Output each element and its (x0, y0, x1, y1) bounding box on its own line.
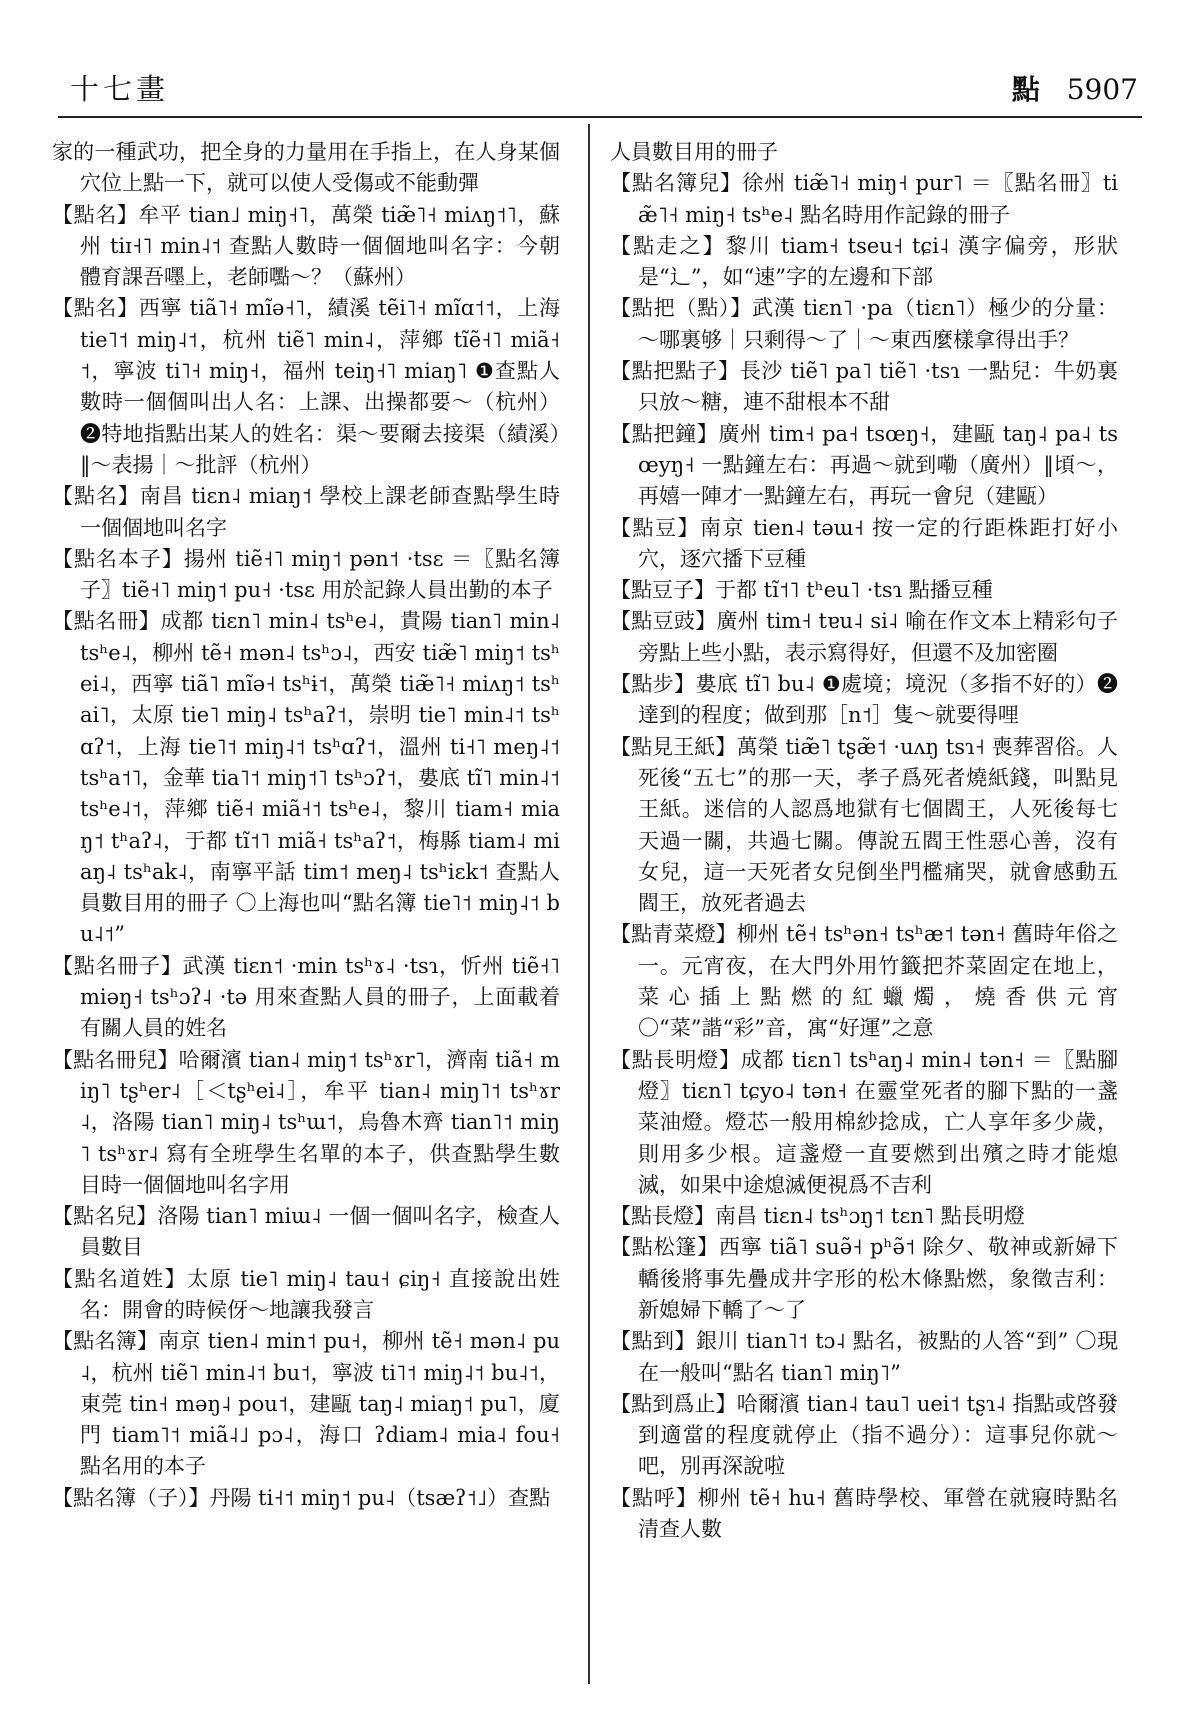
dictionary-entry: 人員數目用的冊子 (610, 140, 778, 164)
dictionary-entry: 【點名道姓】太原 tie˥ miŋ˨ tau˧ ɕiŋ˧ 直接說出姓名：開會的時候伢～地讓我發言 (52, 1266, 560, 1322)
dictionary-entry: 【點步】婁底 tĩ˥ bu˨ ❶處境；境況（多指不好的）❷達到的程度；做到那［n˦］隻～就要得哩 (610, 672, 1118, 728)
dictionary-entry: 【點名】西寧 tiã˥˧ mĩə˧˥，績溪 tẽi˥˧ mĩɑ˦˦，上海 tie˥˦ miŋ˨˦，杭州 tiẽ˥ min˨，萍鄉 tĩẽ˧˥ miã˧˦，寧波 ti˥˧ miŋ˧，福州 teiŋ˧˥ miaŋ˥ ❶查點人數時一個個叫出人名：上課、出操都要～（杭州）❷特地指點出某人的姓名：渠～要爾去接渠（績溪）‖～表揚｜～批評（杭州） (52, 296, 560, 477)
dictionary-entry: 【點青菜燈】柳州 tẽ˧ tsʰən˧ tsʰæ˦ tən˧ 舊時年俗之一。元宵夜，在大門外用竹籤把芥菜固定在地上，菜心插上點燃的紅蠟燭，燒香供元宵 〇“菜”諧“彩”音，寓“好運”之意 (610, 922, 1118, 1041)
dictionary-entry: 家的一種武功，把全身的力量用在手指上，在人身某個穴位上點一下，就可以使人受傷或不能動彈 (52, 140, 560, 196)
dictionary-entry: 【點豆子】于都 tĩ˦˥ tʰeu˥ ·tsɿ 點播豆種 (610, 578, 993, 603)
dictionary-entry: 【點松篷】西寧 tiã˥ suə̃˧ pʰə̃˦ 除夕、敬神或新婦下轎後將事先疊成井字形的松木條點燃，象徵吉利：新媳婦下轎了～了 (610, 1235, 1118, 1322)
dictionary-entry: 【點長燈】南昌 tiɛn˨ tsʰɔŋ˦ tɛn˥ 點長明燈 (610, 1204, 1025, 1229)
page-headword-and-number (1012, 68, 1138, 108)
dictionary-entry: 【點名簿】南京 tien˨ min˦ pu˧，柳州 tẽ˧ mən˨ pu˨，杭州 tiẽ˥ min˨˦ bu˦，寧波 ti˥˦ miŋ˨˦ bu˨˦，東莞 tin˧ məŋ˨ pou˦，建甌 taŋ˨ miaŋ˦ pu˥，廈門 tiam˥˦ miã˨˩ pɔ˨，海口 ʔdiam˨ mia˨ fou˧ 點名用的本子 (52, 1329, 560, 1479)
page-number: 5907 (1066, 73, 1138, 106)
dictionary-entry: 【點走之】黎川 tiam˧ tseu˧ tɕi˨ 漢字偏旁，形狀是“辶”，如“速”字的左邊和下部 (610, 233, 1118, 290)
dictionary-entry: 【點名】牟平 tian˩ miŋ˧˥，萬榮 tiæ̃˥˧ miʌŋ˦˥，蘇州 tiɪ˧˥ min˨˦ 查點人數時一個個地叫名字：今朝體育課吾嚜上，老師嚸～？（蘇州） (52, 202, 560, 290)
dictionary-entry: 【點把點子】長沙 tiẽ˥ pa˥ tiẽ˥ ·tsɿ 一點兒：牛奶裏只放～糖，連不甜根本不甜 (610, 359, 1118, 415)
dictionary-entry: 【點豆】南京 tien˨ təɯ˧ 按一定的行距株距打好小穴，逐穴播下豆種 (610, 515, 1118, 571)
dictionary-entry: 【點名簿（子）】丹陽 ti˧˦ miŋ˦ pu˨（tsæʔ˦˩）查點 (52, 1485, 551, 1510)
dictionary-entry: 【點見王紙】萬榮 tiæ̃˥ tʂæ̃˦ ·uʌŋ tsɿ˧ 喪葬習俗。人死後“五七”的那一天，孝子爲死者燒紙錢，叫點見王紙。迷信的人認爲地獄有七個閻王，人死後每七天過一關，共過七關。傳說五閻王性惡心善，沒有女兒，這一天死者女兒倒坐門檻痛哭，就會感動五閻王，放死者過去 (610, 734, 1118, 916)
dictionary-entry: 【點名冊兒】哈爾濱 tian˨ miŋ˦ tsʰɤr˥，濟南 tiã˧ miŋ˥ tʂʰer˨［＜tʂʰei˨］，牟平 tian˨ miŋ˥˦ tsʰɤr˨，洛陽 tian˥ miŋ˨ tsʰɯ˦，烏魯木齊 tian˥˦ miŋ˥ tsʰɤr˨ 寫有全班學生名單的本子，供查點學生數目時一個個地叫名字用 (52, 1047, 560, 1197)
dictionary-entry: 【點到爲止】哈爾濱 tian˨ tau˥ uei˦ tʂɿ˨ 指點或啓發到適當的程度就停止（指不過分）：這事兒你就～吧，別再深說啦 (610, 1391, 1118, 1479)
dictionary-entry: 【點名簿兒】徐州 tiæ̃˥˧ miŋ˧ pur˥ ＝〖點名冊〗tiæ̃˥˧ miŋ˧ tsʰe˨ 點名時用作記錄的冊子 (610, 171, 1118, 227)
dictionary-entry: 【點長明燈】成都 tiɛn˥ tsʰaŋ˨ min˨ tən˧ ＝〖點腳燈〗tiɛn˥ tɕyo˨ tən˧ 在靈堂死者的腳下點的一盞菜油燈。燈芯一般用棉紗捻成，亡人享年多少歲，則用多少根。這盞燈一直要燃到出殯之時才能熄滅，如果中途熄滅便視爲不吉利 (610, 1047, 1118, 1197)
dictionary-entry: 【點呼】柳州 tẽ˧ hu˧ 舊時學校、軍營在就寢時點名清查人數 (610, 1485, 1118, 1542)
headword-character: 點 (1011, 73, 1040, 106)
column-divider (588, 124, 590, 1684)
dictionary-entry: 【點名兒】洛陽 tian˥ miɯ˨ 一個一個叫名字，檢查人員數目 (52, 1204, 560, 1260)
dictionary-entry: 【點豆豉】廣州 tim˧ tɐu˨ si˨ 喻在作文本上精彩句子旁點上些小點，表示寫得好，但還不及加密圈 (610, 609, 1118, 665)
dictionary-entry: 【點名】南昌 tiɛn˨ miaŋ˦ 學校上課老師查點學生時一個個地叫名字 (52, 484, 560, 540)
dictionary-entry: 【點把（點）】武漢 tiɛn˥ ·pa（tiɛn˥）極少的分量：～哪裏够｜只剩得～了｜～東西麼樣拿得出手？ (610, 296, 1118, 352)
dictionary-entry: 【點名冊】成都 tiɛn˥ min˨ tsʰe˨，貴陽 tian˥ min˨ tsʰe˨，柳州 tẽ˧ mən˨ tsʰɔ˨，西安 tiæ̃˥ miŋ˦ tsʰei˨，西寧 tiã˥ mĩə˧ tsʰɨ˦，萬榮 tiæ̃˥˧ miʌŋ˦ tsʰai˥，太原 tie˥ miŋ˨ tsʰaʔ˦，崇明 tie˥ min˨˦ tsʰɑʔ˦，上海 tie˥˦ miŋ˨˦ tsʰɑʔ˦，溫州 ti˧˥ meŋ˨˦ tsʰa˦˥，金華 tia˥˦ miŋ˦˥ tsʰɔʔ˦，婁底 tĩ˥ min˨˦ tsʰe˨˦，萍鄉 tiẽ˧ miã˧˦ tsʰe˨，黎川 tiam˧ miaŋ˦ tʰaʔ˨，于都 tĩ˦˥ miã˧ tsʰaʔ˦，梅縣 tiam˨ miaŋ˨ tsʰak˨，南寧平話 tim˦ meŋ˨ tsʰiɛk˦ 查點人員數目用的冊子 〇上海也叫“點名簿 tie˥˦ miŋ˨˦ bu˨˦” (52, 609, 560, 947)
page-header (58, 72, 1142, 118)
dictionary-entry: 【點把鐘】廣州 tim˧ pa˧ tsœŋ˧，建甌 taŋ˨ pa˨ tsœyŋ˧ 一點鐘左右：再過～就到嘞（廣州）‖頃～，再嬉一陣才一點鐘左右，再玩一會兒（建甌） (610, 421, 1118, 509)
dictionary-entry: 【點名冊子】武漢 tiɛn˦ ·min tsʰɤ˨ ·tsɿ，忻州 tiẽ˧˥ miəŋ˧ tsʰɔʔ˨ ·tə 用來查點人員的冊子，上面載着有關人員的姓名 (52, 953, 560, 1041)
dictionary-entry: 【點到】銀川 tian˥˦ tɔ˨ 點名，被點的人答“到” 〇現在一般叫“點名 tian˥ miŋ˥” (610, 1329, 1118, 1385)
dictionary-entry: 【點名本子】揚州 tiẽ˧˥ miŋ˦ pən˦ ·tsɛ ＝〖點名簿子〗tiẽ˧˥ miŋ˦ pu˧ ·tsɛ 用於記錄人員出勤的本子 (52, 546, 560, 603)
left-column (52, 137, 560, 1514)
right-column (610, 137, 1118, 1545)
stroke-count-section: 十七畫 (70, 72, 170, 106)
